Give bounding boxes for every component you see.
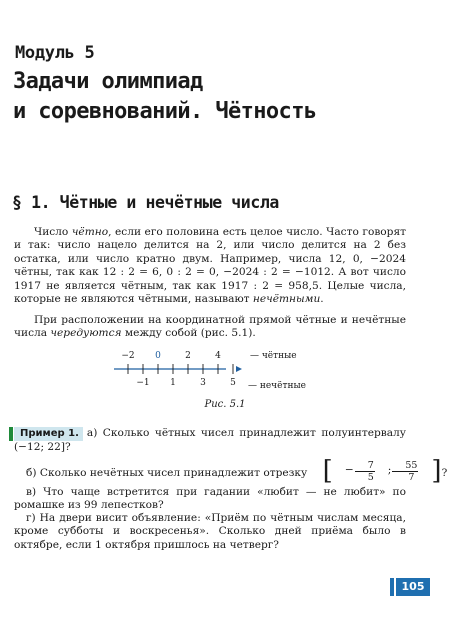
example-1-a-text: а) Сколько чётных чисел принадлежит полуинтервалу (−12; 22]? <box>14 427 406 453</box>
odd-tick-label-neg1: −1 <box>136 378 150 388</box>
example-1-b-text: б) Сколько нечётных чисел принадлежит отрезку <box>26 467 308 479</box>
p2-text-1: При расположении на координатной прямой чётные и нечётные числа <box>14 314 406 340</box>
even-tick-label-4: 4 <box>215 351 221 361</box>
bracket-open: [ <box>322 456 333 486</box>
module-label: Модуль 5 <box>15 43 95 63</box>
even-tick-label-2: 2 <box>185 351 191 361</box>
term-odd: нечётными <box>252 293 321 306</box>
term-even: чётно <box>71 226 109 238</box>
fraction-1-numerator: 7 <box>355 460 375 472</box>
odd-legend-label: — нечётные <box>248 381 306 391</box>
p1-text-1: Число <box>34 226 72 238</box>
odd-tick-label-5: 5 <box>230 378 236 388</box>
bracket-close: ] <box>431 456 442 486</box>
interval-separator: ; <box>387 464 392 477</box>
fraction-2-denominator: 7 <box>408 471 415 483</box>
odd-tick-label-1: 1 <box>170 378 176 388</box>
example-1-part-d: г) На двери висит объявление: «Приём по чётным числам месяца, кроме субботы и воскресенья». Сколько дней приёма было в октябре, если 1 октября пришлось на четверг? <box>14 512 406 551</box>
page-number: 105 <box>396 578 430 596</box>
example-1-part-c: в) Что чаще встретится при гадании «любит — не любит» по ромашке из 99 лепестков? <box>14 486 406 512</box>
module-title <box>13 67 433 127</box>
example-badge: Пример 1. <box>14 427 83 441</box>
even-tick-label-neg2: −2 <box>121 351 135 361</box>
figure-caption: Рис. 5.1 <box>204 399 246 410</box>
paragraph-definition <box>14 226 406 306</box>
paragraph-number-line <box>14 314 406 341</box>
fraction-2-numerator: 55 <box>392 460 418 472</box>
module-title-line-1: Задачи олимпиад <box>13 69 203 94</box>
fraction-1-denominator: 5 <box>367 471 374 483</box>
term-alternate: чередуются <box>50 327 122 340</box>
p2-text-2: между собой (рис. 5.1). <box>121 327 256 340</box>
section-heading: § 1. Чётные и нечётные числа <box>12 193 279 212</box>
question-mark: ? <box>441 467 448 479</box>
number-line-svg <box>100 345 340 395</box>
p1-text-3: . <box>320 293 324 306</box>
interval-expression <box>311 458 442 484</box>
example-1-part-a <box>14 427 406 454</box>
p1-text-2: , если его половина есть целое число. Часто говорят и так: число нацело делится на 2, или число делится на 2 без остатка, или число кратно двум. Например, числа 12, 0, −2024 чётны, так как 12 : 2 = 6, 0 : 2 = 0, −2024 : 2 = −1012. А вот число 1917 не является чётным, так как 1917 : 2 = 958,5. Целые числа, которые не являются чётными, называют <box>14 226 406 306</box>
odd-tick-label-3: 3 <box>200 378 206 388</box>
number-line-arrow <box>236 366 242 372</box>
module-title-line-2: и соревнований. Чётность <box>13 99 317 124</box>
minus-sign: − <box>344 464 354 477</box>
even-legend-label: — чётные <box>250 351 297 361</box>
number-line-figure <box>100 345 340 395</box>
fraction-2 <box>392 460 418 483</box>
fraction-1 <box>355 460 375 483</box>
example-1-part-b <box>14 456 448 486</box>
even-tick-label-0: 0 <box>155 351 161 361</box>
